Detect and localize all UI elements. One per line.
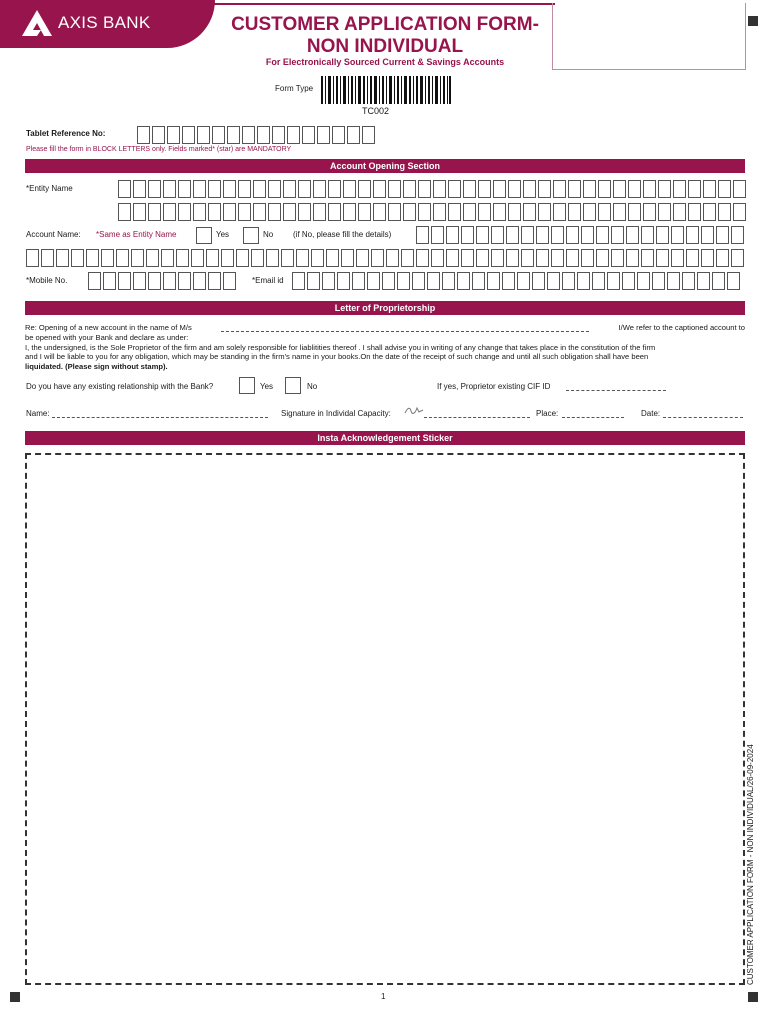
- char-box[interactable]: [281, 249, 294, 267]
- form-title: [220, 14, 550, 58]
- char-box[interactable]: [686, 249, 699, 267]
- char-box[interactable]: [493, 180, 506, 198]
- char-box[interactable]: [223, 203, 236, 221]
- tablet-ref-input[interactable]: [137, 126, 377, 144]
- char-box[interactable]: [487, 272, 500, 290]
- char-box[interactable]: [418, 180, 431, 198]
- char-box[interactable]: [562, 272, 575, 290]
- char-box[interactable]: [613, 180, 626, 198]
- account-name-row1[interactable]: [416, 226, 746, 244]
- char-box[interactable]: [253, 180, 266, 198]
- char-box[interactable]: [712, 272, 725, 290]
- char-box[interactable]: [581, 226, 594, 244]
- no-label: No: [263, 230, 274, 239]
- char-box[interactable]: [238, 203, 251, 221]
- char-box[interactable]: [328, 180, 341, 198]
- relationship-yes-checkbox[interactable]: [239, 377, 255, 394]
- char-box[interactable]: [626, 226, 639, 244]
- char-box[interactable]: [457, 272, 470, 290]
- char-box[interactable]: [313, 203, 326, 221]
- letter-line-4: and I will be liable to you for any obligation, which may be standing in the firm's name in your books.On the date of the receipt of such change and until all such obligation shall have been: [25, 352, 649, 362]
- vertical-form-id: CUSTOMER APPLICATION FORM - NON INDIVIDUAL/26-09-2024: [746, 744, 755, 985]
- char-box[interactable]: [641, 226, 654, 244]
- char-box[interactable]: [343, 203, 356, 221]
- char-box[interactable]: [101, 249, 114, 267]
- char-box[interactable]: [178, 203, 191, 221]
- char-box[interactable]: [493, 203, 506, 221]
- char-box[interactable]: [472, 272, 485, 290]
- char-box[interactable]: [178, 180, 191, 198]
- char-box[interactable]: [191, 249, 204, 267]
- char-box[interactable]: [716, 226, 729, 244]
- char-box[interactable]: [118, 203, 131, 221]
- char-box[interactable]: [193, 203, 206, 221]
- char-box[interactable]: [397, 272, 410, 290]
- char-box[interactable]: [521, 249, 534, 267]
- char-box[interactable]: [292, 272, 305, 290]
- char-box[interactable]: [418, 203, 431, 221]
- char-box[interactable]: [442, 272, 455, 290]
- email-input[interactable]: [292, 272, 742, 290]
- same-as-entity-label: *Same as Entity Name: [96, 230, 177, 239]
- char-box[interactable]: [268, 180, 281, 198]
- char-box[interactable]: [266, 249, 279, 267]
- form-code: TC002: [362, 106, 390, 116]
- char-box[interactable]: [287, 126, 300, 144]
- account-name-label: Account Name:: [26, 230, 81, 239]
- char-box[interactable]: [116, 249, 129, 267]
- char-box[interactable]: [701, 226, 714, 244]
- char-box[interactable]: [88, 272, 101, 290]
- char-box[interactable]: [566, 249, 579, 267]
- char-box[interactable]: [727, 272, 740, 290]
- char-box[interactable]: [283, 203, 296, 221]
- char-box[interactable]: [596, 226, 609, 244]
- char-box[interactable]: [371, 249, 384, 267]
- char-box[interactable]: [716, 249, 729, 267]
- title-line-2: NON INDIVIDUAL: [306, 36, 464, 57]
- mobile-label: *Mobile No.: [26, 276, 68, 285]
- re-line: [25, 323, 745, 333]
- char-box[interactable]: [373, 203, 386, 221]
- char-box[interactable]: [163, 272, 176, 290]
- char-box[interactable]: [163, 203, 176, 221]
- char-box[interactable]: [461, 226, 474, 244]
- char-box[interactable]: [193, 272, 206, 290]
- signature-label: Signature in Individal Capacity:: [281, 409, 391, 418]
- char-box[interactable]: [476, 249, 489, 267]
- char-box[interactable]: [358, 180, 371, 198]
- page-number: 1: [381, 992, 386, 1001]
- entity-name-label: *Entity Name: [26, 184, 73, 193]
- char-box[interactable]: [242, 126, 255, 144]
- photo-box: [552, 3, 746, 70]
- char-box[interactable]: [332, 126, 345, 144]
- char-box[interactable]: [148, 203, 161, 221]
- char-box[interactable]: [223, 272, 236, 290]
- char-box[interactable]: [352, 272, 365, 290]
- char-box[interactable]: [268, 203, 281, 221]
- char-box[interactable]: [611, 249, 624, 267]
- char-box[interactable]: [251, 249, 264, 267]
- char-box[interactable]: [356, 249, 369, 267]
- char-box[interactable]: [86, 249, 99, 267]
- form-type-label: Form Type: [275, 84, 314, 93]
- char-box[interactable]: [596, 249, 609, 267]
- firm-name-input[interactable]: [221, 331, 589, 332]
- char-box[interactable]: [358, 203, 371, 221]
- char-box[interactable]: [367, 272, 380, 290]
- char-box[interactable]: [671, 226, 684, 244]
- char-box[interactable]: [611, 226, 624, 244]
- char-box[interactable]: [607, 272, 620, 290]
- char-box[interactable]: [461, 249, 474, 267]
- char-box[interactable]: [547, 272, 560, 290]
- char-box[interactable]: [656, 249, 669, 267]
- form-subtitle: For Electronically Sourced Current & Savings Accounts: [265, 57, 505, 67]
- char-box[interactable]: [448, 203, 461, 221]
- char-box[interactable]: [592, 272, 605, 290]
- char-box[interactable]: [386, 249, 399, 267]
- char-box[interactable]: [238, 180, 251, 198]
- char-box[interactable]: [506, 226, 519, 244]
- char-box[interactable]: [341, 249, 354, 267]
- corner-marker: [10, 992, 20, 1002]
- char-box[interactable]: [328, 203, 341, 221]
- char-box[interactable]: [206, 249, 219, 267]
- char-box[interactable]: [208, 272, 221, 290]
- char-box[interactable]: [523, 180, 536, 198]
- char-box[interactable]: [146, 249, 159, 267]
- char-box[interactable]: [508, 180, 521, 198]
- char-box[interactable]: [508, 203, 521, 221]
- char-box[interactable]: [197, 126, 210, 144]
- char-box[interactable]: [626, 249, 639, 267]
- char-box[interactable]: [362, 126, 375, 144]
- mobile-input[interactable]: [88, 272, 238, 290]
- char-box[interactable]: [652, 272, 665, 290]
- char-box[interactable]: [577, 272, 590, 290]
- yes-label: Yes: [216, 230, 230, 239]
- barcode-icon: [321, 76, 451, 104]
- char-box[interactable]: [731, 249, 744, 267]
- char-box[interactable]: [26, 249, 39, 267]
- same-as-no-checkbox[interactable]: [243, 227, 259, 244]
- char-box[interactable]: [697, 272, 710, 290]
- signature-icon: [404, 405, 424, 415]
- char-box[interactable]: [628, 203, 641, 221]
- char-box[interactable]: [671, 249, 684, 267]
- char-box[interactable]: [733, 203, 746, 221]
- char-box[interactable]: [236, 249, 249, 267]
- char-box[interactable]: [403, 203, 416, 221]
- mandatory-note: Please fill the form in BLOCK LETTERS only. Fields marked* (star) are MANDATORY: [26, 146, 292, 153]
- place-label: Place:: [536, 409, 559, 418]
- char-box[interactable]: [148, 272, 161, 290]
- char-box[interactable]: [167, 126, 180, 144]
- char-box[interactable]: [688, 180, 701, 198]
- char-box[interactable]: [302, 126, 315, 144]
- char-box[interactable]: [431, 226, 444, 244]
- char-box[interactable]: [296, 249, 309, 267]
- char-box[interactable]: [688, 203, 701, 221]
- char-box[interactable]: [373, 180, 386, 198]
- char-box[interactable]: [118, 272, 131, 290]
- char-box[interactable]: [673, 180, 686, 198]
- char-box[interactable]: [343, 180, 356, 198]
- char-box[interactable]: [223, 180, 236, 198]
- char-box[interactable]: [257, 126, 270, 144]
- char-box[interactable]: [703, 203, 716, 221]
- re-line-start: Re: Opening of a new account in the name of M/s: [25, 323, 192, 332]
- char-box[interactable]: [667, 272, 680, 290]
- char-box[interactable]: [448, 180, 461, 198]
- logo-text: AXIS BANK: [58, 13, 151, 32]
- char-box[interactable]: [382, 272, 395, 290]
- char-box[interactable]: [538, 180, 551, 198]
- corner-marker: [748, 16, 758, 26]
- re-line-end: I/We refer to the captioned account to: [618, 323, 745, 332]
- axis-bank-logo: [22, 10, 150, 36]
- char-box[interactable]: [637, 272, 650, 290]
- char-box[interactable]: [476, 226, 489, 244]
- char-box[interactable]: [517, 272, 530, 290]
- char-box[interactable]: [253, 203, 266, 221]
- date-label: Date:: [641, 409, 661, 418]
- name-label: Name:: [26, 409, 50, 418]
- char-box[interactable]: [478, 203, 491, 221]
- same-as-yes-checkbox[interactable]: [196, 227, 212, 244]
- char-box[interactable]: [581, 249, 594, 267]
- char-box[interactable]: [427, 272, 440, 290]
- char-box[interactable]: [521, 226, 534, 244]
- char-box[interactable]: [208, 203, 221, 221]
- char-box[interactable]: [326, 249, 339, 267]
- char-box[interactable]: [56, 249, 69, 267]
- char-box[interactable]: [641, 249, 654, 267]
- char-box[interactable]: [416, 226, 429, 244]
- char-box[interactable]: [403, 180, 416, 198]
- char-box[interactable]: [718, 203, 731, 221]
- char-box[interactable]: [536, 226, 549, 244]
- char-box[interactable]: [701, 249, 714, 267]
- char-box[interactable]: [137, 126, 150, 144]
- char-box[interactable]: [506, 249, 519, 267]
- char-box[interactable]: [532, 272, 545, 290]
- title-line-1: CUSTOMER APPLICATION FORM-: [231, 14, 539, 35]
- char-box[interactable]: [478, 180, 491, 198]
- char-box[interactable]: [656, 226, 669, 244]
- corner-marker: [748, 992, 758, 1002]
- letter-line-5: liquidated. (Please sign without stamp).: [25, 361, 168, 371]
- char-box[interactable]: [71, 249, 84, 267]
- char-box[interactable]: [491, 249, 504, 267]
- char-box[interactable]: [628, 180, 641, 198]
- char-box[interactable]: [208, 180, 221, 198]
- char-box[interactable]: [568, 180, 581, 198]
- char-box[interactable]: [317, 126, 330, 144]
- letter-line-2: be opened with your Bank and declare as under:: [25, 333, 189, 342]
- cif-label: If yes, Proprietor existing CIF ID: [437, 382, 551, 391]
- char-box[interactable]: [502, 272, 515, 290]
- char-box[interactable]: [347, 126, 360, 144]
- char-box[interactable]: [161, 249, 174, 267]
- char-box[interactable]: [491, 226, 504, 244]
- char-box[interactable]: [731, 226, 744, 244]
- char-box[interactable]: [643, 180, 656, 198]
- char-box[interactable]: [551, 226, 564, 244]
- char-box[interactable]: [463, 180, 476, 198]
- char-box[interactable]: [613, 203, 626, 221]
- char-box[interactable]: [103, 272, 116, 290]
- sticker-area: [25, 453, 745, 985]
- relationship-no-label: No: [307, 382, 318, 391]
- char-box[interactable]: [283, 180, 296, 198]
- section-insta-acknowledgement: Insta Acknowledgement Sticker: [25, 431, 745, 445]
- letter-line-3: I, the undersigned, is the Sole Proprietor of the firm and am solely responsible for liablitities thereof . I shall advise you in writing of any change that takes place in the constitution of the firm: [25, 342, 656, 352]
- char-box[interactable]: [583, 180, 596, 198]
- section-account-opening: Account Opening Section: [25, 159, 745, 173]
- char-box[interactable]: [388, 203, 401, 221]
- char-box[interactable]: [463, 203, 476, 221]
- email-label: *Email id: [252, 276, 284, 285]
- char-box[interactable]: [446, 249, 459, 267]
- char-box[interactable]: [568, 203, 581, 221]
- char-box[interactable]: [133, 180, 146, 198]
- char-box[interactable]: [401, 249, 414, 267]
- char-box[interactable]: [133, 203, 146, 221]
- char-box[interactable]: [551, 249, 564, 267]
- char-box[interactable]: [658, 180, 671, 198]
- char-box[interactable]: [538, 203, 551, 221]
- char-box[interactable]: [658, 203, 671, 221]
- axis-logo-icon: [22, 10, 52, 36]
- letter-text: [25, 323, 745, 371]
- char-box[interactable]: [388, 180, 401, 198]
- char-box[interactable]: [272, 126, 285, 144]
- char-box[interactable]: [131, 249, 144, 267]
- char-box[interactable]: [686, 226, 699, 244]
- char-box[interactable]: [182, 126, 195, 144]
- char-box[interactable]: [148, 180, 161, 198]
- if-no-label: (if No, please fill the details): [293, 230, 392, 239]
- char-box[interactable]: [322, 272, 335, 290]
- entity-name-row2[interactable]: [118, 203, 748, 221]
- date-input[interactable]: [663, 417, 743, 418]
- cif-input[interactable]: [566, 390, 666, 391]
- char-box[interactable]: [313, 180, 326, 198]
- char-box[interactable]: [178, 272, 191, 290]
- char-box[interactable]: [298, 180, 311, 198]
- char-box[interactable]: [416, 249, 429, 267]
- char-box[interactable]: [703, 180, 716, 198]
- char-box[interactable]: [431, 249, 444, 267]
- char-box[interactable]: [212, 126, 225, 144]
- char-box[interactable]: [733, 180, 746, 198]
- entity-name-row1[interactable]: [118, 180, 748, 198]
- char-box[interactable]: [553, 180, 566, 198]
- signature-input[interactable]: [424, 417, 530, 418]
- relationship-no-checkbox[interactable]: [285, 377, 301, 394]
- char-box[interactable]: [433, 180, 446, 198]
- name-input[interactable]: [52, 417, 268, 418]
- char-box[interactable]: [598, 180, 611, 198]
- char-box[interactable]: [412, 272, 425, 290]
- char-box[interactable]: [583, 203, 596, 221]
- char-box[interactable]: [176, 249, 189, 267]
- char-box[interactable]: [193, 180, 206, 198]
- char-box[interactable]: [307, 272, 320, 290]
- char-box[interactable]: [118, 180, 131, 198]
- char-box[interactable]: [598, 203, 611, 221]
- char-box[interactable]: [133, 272, 146, 290]
- char-box[interactable]: [163, 180, 176, 198]
- char-box[interactable]: [433, 203, 446, 221]
- char-box[interactable]: [41, 249, 54, 267]
- char-box[interactable]: [622, 272, 635, 290]
- char-box[interactable]: [682, 272, 695, 290]
- char-box[interactable]: [536, 249, 549, 267]
- char-box[interactable]: [152, 126, 165, 144]
- header-rule: [213, 3, 555, 5]
- char-box[interactable]: [227, 126, 240, 144]
- char-box[interactable]: [298, 203, 311, 221]
- char-box[interactable]: [221, 249, 234, 267]
- char-box[interactable]: [643, 203, 656, 221]
- char-box[interactable]: [553, 203, 566, 221]
- char-box[interactable]: [446, 226, 459, 244]
- relationship-yes-label: Yes: [260, 382, 274, 391]
- section-letter-of-proprietorship: Letter of Proprietorship: [25, 301, 745, 315]
- char-box[interactable]: [311, 249, 324, 267]
- place-input[interactable]: [562, 417, 624, 418]
- char-box[interactable]: [673, 203, 686, 221]
- char-box[interactable]: [566, 226, 579, 244]
- char-box[interactable]: [718, 180, 731, 198]
- char-box[interactable]: [523, 203, 536, 221]
- relationship-question: Do you have any existing relationship with the Bank?: [26, 382, 214, 391]
- tablet-ref-label: Tablet Reference No:: [26, 129, 106, 138]
- char-box[interactable]: [337, 272, 350, 290]
- account-name-row2[interactable]: [26, 249, 746, 267]
